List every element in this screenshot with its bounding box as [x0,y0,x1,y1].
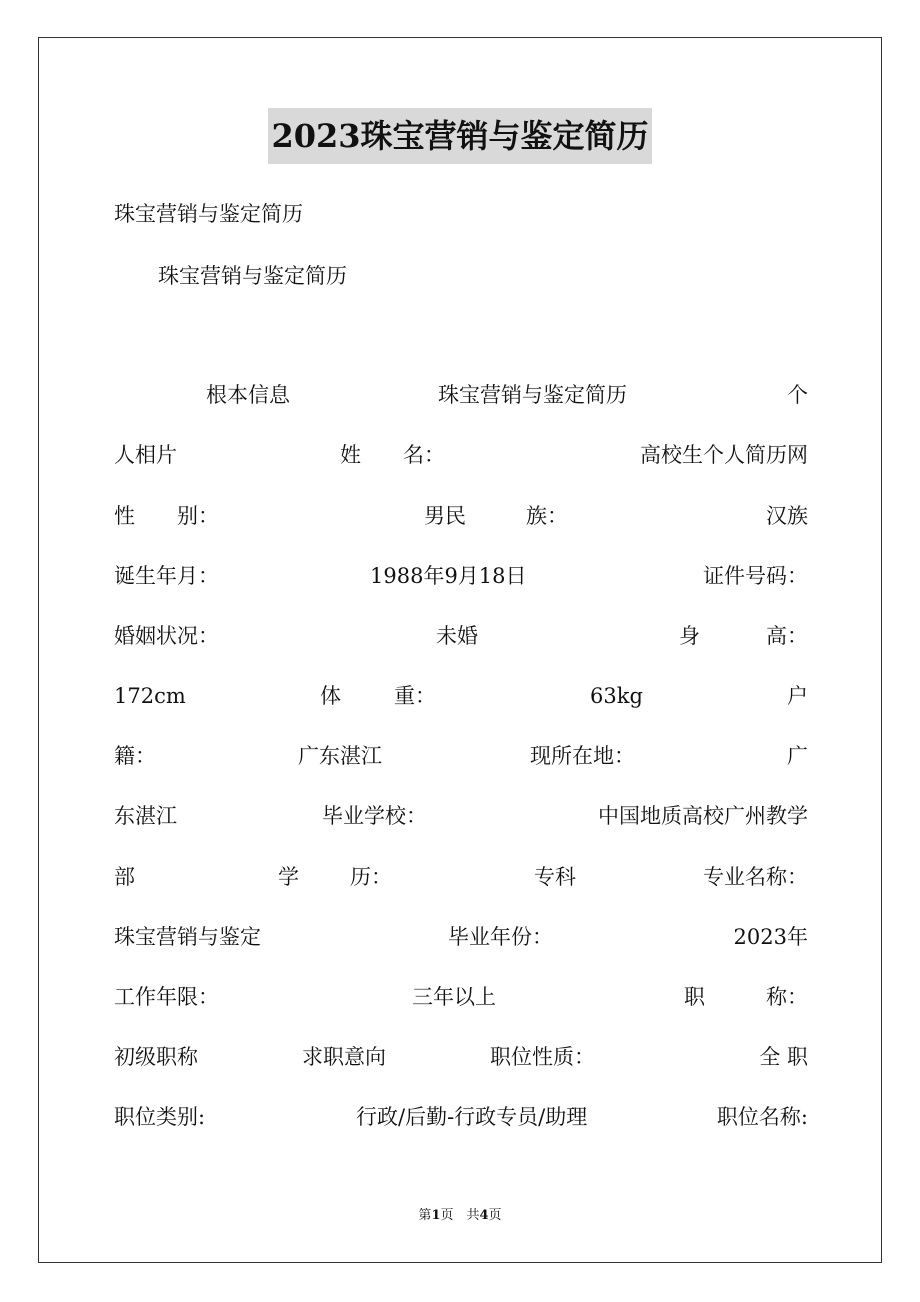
weight-value: 63kg [590,684,643,708]
current-location-value-b: 东湛江 [114,804,177,828]
info-row [114,1103,808,1131]
marital-status-label: 婚姻状况： [114,624,219,648]
info-row [114,502,808,530]
school-label: 毕业学校： [322,804,427,828]
name-label: 姓 名： [340,443,445,467]
school-value-b: 部 [114,865,135,889]
birthdate-label: 诞生年月： [114,564,219,588]
gender-label: 性 别： [114,504,219,528]
work-years-label: 工作年限： [114,985,219,1009]
footer-total-pages: 4 [479,1208,489,1223]
job-name-label: 职位名称: [716,1105,808,1129]
weight-label-a: 体 [320,684,341,708]
info-row [114,682,808,710]
education-value: 专科 [534,865,576,889]
work-years-value: 三年以上 [412,985,496,1009]
title-value: 初级职称 [114,1045,198,1069]
subtitle-2: 珠宝营销与鉴定简历 [158,264,347,288]
name-value: 高校生个人简历网 [640,443,808,467]
major-label: 专业名称： [703,865,808,889]
hukou-value: 广东湛江 [298,744,382,768]
info-row [114,742,808,770]
graduation-year-label: 毕业年份： [448,925,553,949]
major-value: 珠宝营销与鉴定 [114,925,261,949]
info-row [114,863,808,891]
hukou-label-b: 籍： [114,744,156,768]
job-category-label: 职位类别: [114,1105,206,1129]
education-label-b: 历： [350,865,392,889]
info-row [114,983,808,1011]
info-row [114,441,808,469]
info-cell: 人相片 [114,443,177,467]
document-title: 2023珠宝营销与鉴定简历 [268,108,651,164]
footer-mid: 页 共 [440,1208,480,1223]
marital-status-value: 未婚 [436,624,478,648]
birthdate-value: 1988年9月18日 [370,564,527,588]
info-row [114,381,808,409]
document-title-wrap [0,108,920,164]
section-label-basic-info: 根本信息 [206,383,290,407]
current-location-value-a: 广 [787,744,808,768]
height-value: 172cm [114,684,186,708]
info-row [114,562,808,590]
info-cell: 个 [787,383,808,407]
height-label-a: 身 [679,624,700,648]
hukou-label-a: 户 [787,684,808,708]
info-row [114,923,808,951]
graduation-year-value: 2023年 [733,925,808,949]
ethnicity-label: 族： [526,504,568,528]
school-value-a: 中国地质高校广州教学 [598,804,808,828]
title-label-b: 称： [766,985,808,1009]
gender-value: 男民 [424,504,466,528]
id-number-label: 证件号码： [703,564,808,588]
subtitle-1: 珠宝营销与鉴定简历 [114,202,303,226]
resume-name: 珠宝营销与鉴定简历 [438,383,627,407]
job-category-value: 行政/后勤-行政专员/助理 [356,1105,588,1129]
footer-prefix: 第 [418,1208,432,1223]
info-row [114,622,808,650]
height-label-b: 高： [766,624,808,648]
footer-page-number: 1 [431,1208,441,1223]
page-footer [0,1206,920,1226]
footer-suffix: 页 [488,1208,502,1223]
info-row [114,802,808,830]
weight-label-b: 重： [394,684,436,708]
job-type-value: 全 职 [759,1045,808,1069]
ethnicity-value: 汉族 [766,504,808,528]
job-type-label: 职位性质： [490,1045,595,1069]
info-row [114,1043,808,1071]
section-label-job-intent: 求职意向 [302,1045,386,1069]
education-label-a: 学 [278,865,299,889]
current-location-label: 现所在地： [530,744,635,768]
title-label-a: 职 [684,985,705,1009]
